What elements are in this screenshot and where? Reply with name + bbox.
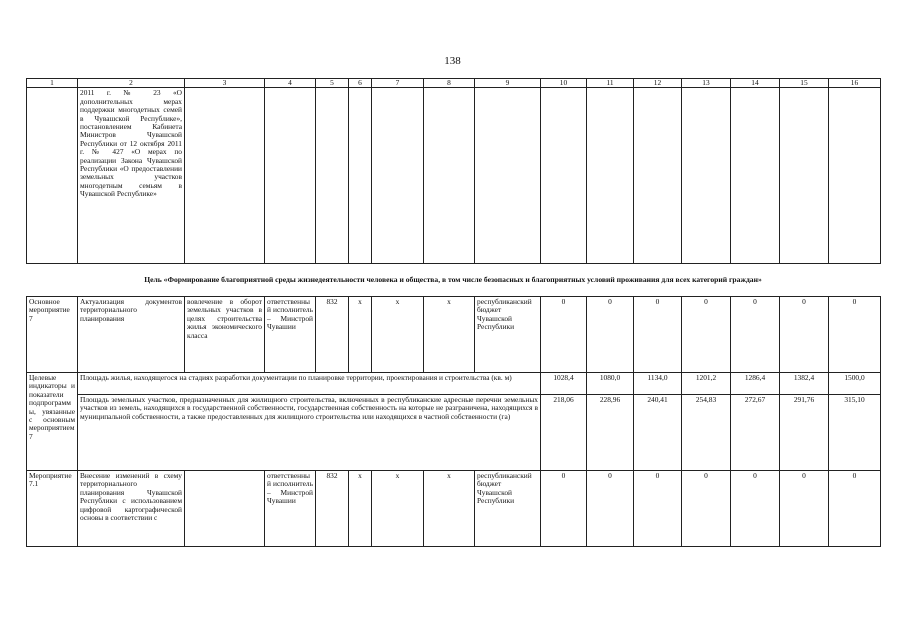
column-header-8: 8 xyxy=(424,79,475,88)
table-row-main-event xyxy=(27,297,881,373)
column-header-5: 5 xyxy=(316,79,349,88)
cell xyxy=(349,88,372,264)
cell xyxy=(185,88,265,264)
cell-indicator-text: Площадь жилья, находящегося на стадиях разработки документации по планировке территории, проектирования и строительства (кв. м) xyxy=(78,373,541,395)
cell-title: Актуализация документов территориального планирования xyxy=(78,297,185,373)
cell-code: x xyxy=(372,297,424,373)
cell-value: 1080,0 xyxy=(587,373,634,395)
column-header-6: 6 xyxy=(349,79,372,88)
cell xyxy=(682,88,731,264)
cell-executor: ответственный исполнитель – Минстрой Чувашии xyxy=(265,297,316,373)
goal-title: Цель «Формирование благоприятной среды жизнедеятельности человека и общества, в том числе безопасных и благоприятных условий проживания для всех категорий граждан» xyxy=(144,275,762,284)
cell-value: 0 xyxy=(682,471,731,547)
cell-code: x xyxy=(424,471,475,547)
cell-code: x xyxy=(349,297,372,373)
cell-title: Внесение изменений в схему территориального планирования Чувашской Республики с использованием цифровой картографической основы в соответствии с xyxy=(78,471,185,547)
cell xyxy=(634,88,682,264)
column-header-4: 4 xyxy=(265,79,316,88)
cell-value: 0 xyxy=(829,297,881,373)
cell-status: Основное мероприятие 7 xyxy=(27,297,78,373)
cell xyxy=(829,88,881,264)
cell xyxy=(424,88,475,264)
column-header-13: 13 xyxy=(682,79,731,88)
column-header-9: 9 xyxy=(475,79,541,88)
cell-value: 254,83 xyxy=(682,395,731,471)
cell xyxy=(475,88,541,264)
cell-value: 1028,4 xyxy=(541,373,587,395)
cell-code: x xyxy=(349,471,372,547)
table-row-indicator xyxy=(27,373,881,395)
column-header-10: 10 xyxy=(541,79,587,88)
cell-value: 0 xyxy=(541,471,587,547)
cell xyxy=(731,88,780,264)
cell-value: 218,06 xyxy=(541,395,587,471)
cell-value: 0 xyxy=(731,471,780,547)
cell-value: 0 xyxy=(829,471,881,547)
cell xyxy=(316,88,349,264)
cell-value: 1201,2 xyxy=(682,373,731,395)
table-continuation xyxy=(26,78,881,264)
cell-indicators-label: Целевые индикаторы и показатели подпрограммы, увязанные с основным мероприятием 7 xyxy=(27,373,78,471)
column-header-14: 14 xyxy=(731,79,780,88)
cell-value: 0 xyxy=(587,297,634,373)
cell-purpose xyxy=(185,471,265,547)
table-row-event-7-1 xyxy=(27,471,881,547)
cell-value: 1134,0 xyxy=(634,373,682,395)
column-header-row xyxy=(27,79,881,88)
cell-purpose: вовлечение в оборот земельных участков в целях строительства жилья экономического класса xyxy=(185,297,265,373)
cell-value: 291,76 xyxy=(780,395,829,471)
cell xyxy=(265,88,316,264)
cell-value: 1500,0 xyxy=(829,373,881,395)
column-header-7: 7 xyxy=(372,79,424,88)
cell-value: 240,41 xyxy=(634,395,682,471)
cell-value: 0 xyxy=(634,297,682,373)
column-header-3: 3 xyxy=(185,79,265,88)
cell-value: 0 xyxy=(541,297,587,373)
cell-value: 0 xyxy=(634,471,682,547)
cell-executor: ответственный исполнитель – Минстрой Чувашии xyxy=(265,471,316,547)
cell-value: 0 xyxy=(587,471,634,547)
cell-code: x xyxy=(424,297,475,373)
column-header-1: 1 xyxy=(27,79,78,88)
cell-indicator-text: Площадь земельных участков, предназначенных для жилищного строительства, включенных в республиканские адресные перечни земельных участков из земель, находящихся в государственной собственности, государственная собственность на которые не разграничена, находящихся в муниципальной собственности, а также предоставленных для жилищного строительства или находящихся в частной собственности (га) xyxy=(78,395,541,471)
column-header-2: 2 xyxy=(78,79,185,88)
table-row xyxy=(27,88,881,264)
cell xyxy=(372,88,424,264)
cell-value: 272,67 xyxy=(731,395,780,471)
page-number: 138 xyxy=(444,55,461,67)
cell-status: Мероприятие 7.1 xyxy=(27,471,78,547)
cell-value: 0 xyxy=(731,297,780,373)
cell-value: 315,10 xyxy=(829,395,881,471)
cell xyxy=(587,88,634,264)
cell-value: 0 xyxy=(682,297,731,373)
cell xyxy=(541,88,587,264)
table-row-indicator xyxy=(27,395,881,471)
column-header-12: 12 xyxy=(634,79,682,88)
cell-legal-basis: 2011 г. № 23 «О дополнительных мерах поддержки многодетных семей в Чувашской Республике», постановлением Кабинета Министров Чувашской Республики от 12 октября 2011 г. № 427 «О мерах по реализации Закона Чувашской Республики «О предоставлении земельных участков многодетным семьям в Чувашской Республике» xyxy=(78,88,185,264)
cell-value: 0 xyxy=(780,297,829,373)
cell-grbs: 832 xyxy=(316,297,349,373)
column-header-11: 11 xyxy=(587,79,634,88)
cell-value: 0 xyxy=(780,471,829,547)
column-header-16: 16 xyxy=(829,79,881,88)
cell-source: республиканский бюджет Чувашской Республики xyxy=(475,471,541,547)
table-main xyxy=(26,296,881,547)
cell-source: республиканский бюджет Чувашской Республики xyxy=(475,297,541,373)
cell-value: 1286,4 xyxy=(731,373,780,395)
cell xyxy=(27,88,78,264)
cell-value: 1382,4 xyxy=(780,373,829,395)
cell-code: x xyxy=(372,471,424,547)
column-header-15: 15 xyxy=(780,79,829,88)
cell xyxy=(780,88,829,264)
cell-grbs: 832 xyxy=(316,471,349,547)
cell-value: 228,96 xyxy=(587,395,634,471)
